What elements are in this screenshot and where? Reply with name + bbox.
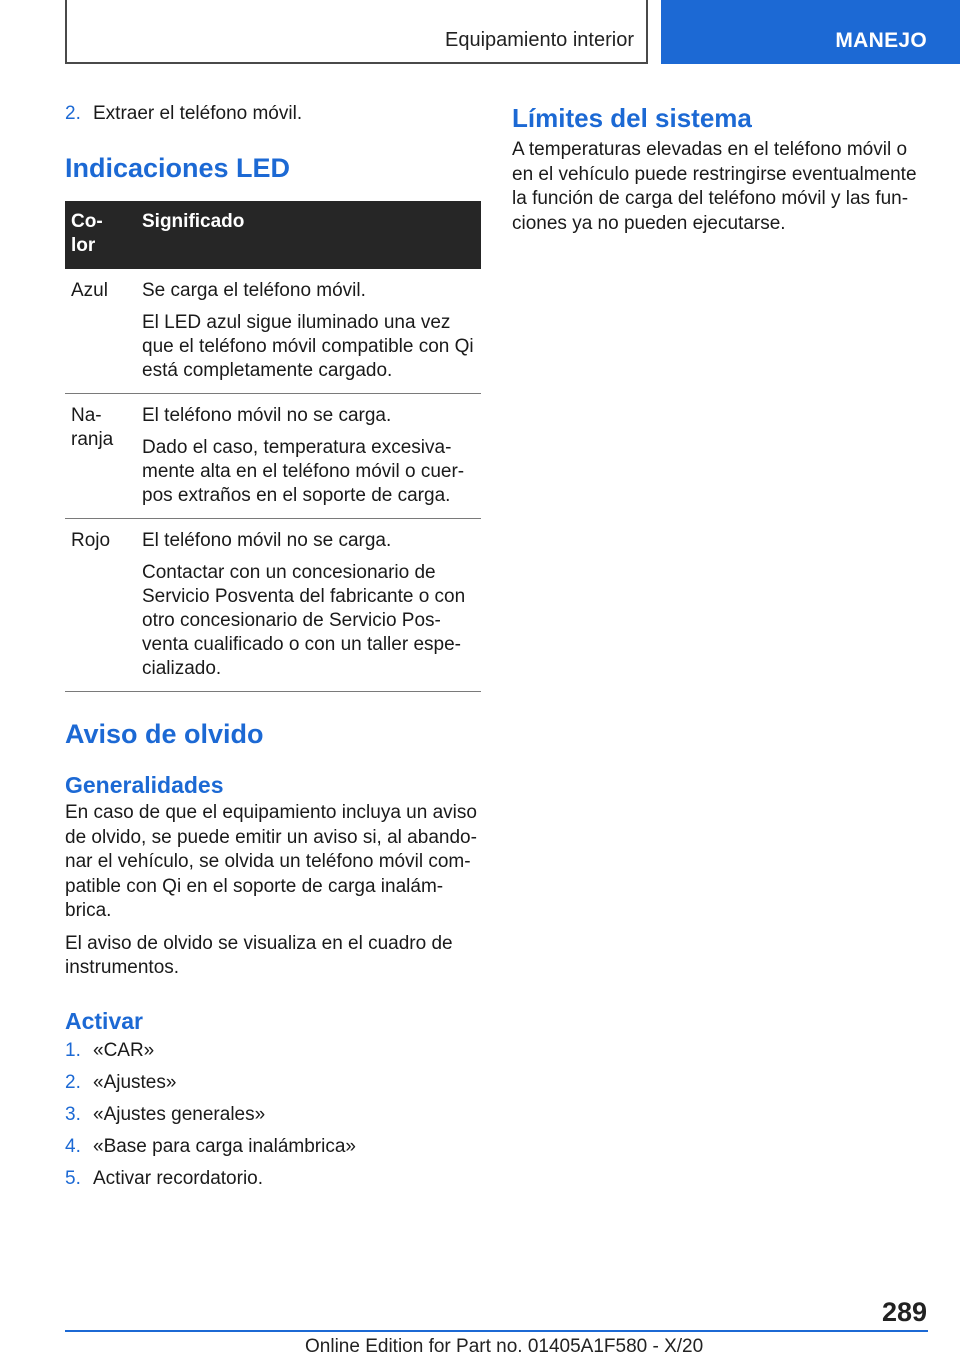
led-meaning-cell bbox=[136, 519, 481, 692]
reminder-heading: Aviso de olvido bbox=[65, 719, 264, 749]
step-text: Extraer el teléfono móvil. bbox=[93, 103, 303, 124]
header-chapter-tab bbox=[661, 0, 960, 64]
led-indicators-heading: Indicaciones LED bbox=[65, 153, 291, 183]
step-number: 4. bbox=[65, 1135, 81, 1157]
system-limits-heading: Límites del sistema bbox=[512, 103, 752, 133]
list-item bbox=[65, 1167, 481, 1191]
led-meaning-cell bbox=[136, 394, 481, 519]
led-meaning-cell bbox=[136, 269, 481, 394]
led-color-cell: Na- ranja bbox=[65, 394, 136, 519]
step-number: 3. bbox=[65, 1103, 81, 1125]
table-row bbox=[65, 269, 481, 394]
header-chapter-label: MANEJO bbox=[835, 29, 927, 52]
general-heading: Generalidades bbox=[65, 772, 224, 798]
meaning-line: El teléfono móvil no se carga. bbox=[142, 405, 392, 426]
step-text: «Ajustes» bbox=[93, 1071, 177, 1093]
led-color-cell: Rojo bbox=[65, 519, 136, 692]
page-number: 289 bbox=[881, 1297, 927, 1327]
general-paragraph-1: En caso de que el equipamiento incluya un aviso de olvido, se puede emitir un aviso si, al abando-nar el vehículo, se olvida un teléfono móvil com-patible con Qi en el soporte de carga inalám-brica. bbox=[65, 802, 477, 921]
meaning-line: Contactar con un concesionario de Servicio Posventa del fabricante o con otro concesionario de Servicio Pos-venta cualificado o con un taller espe-cializado. bbox=[142, 562, 466, 679]
system-limits-paragraph: A temperaturas elevadas en el teléfono móvil o en el vehículo puede restringirse eventualmente la función de carga del teléfono móvil y las fun-ciones ya no pueden ejecutarse. bbox=[512, 139, 917, 234]
step-number: 2. bbox=[65, 103, 81, 124]
list-item bbox=[65, 1103, 481, 1127]
led-table bbox=[65, 201, 481, 692]
table-row bbox=[65, 394, 481, 519]
led-table-header-row bbox=[65, 201, 481, 269]
step-text: «CAR» bbox=[93, 1039, 155, 1061]
led-table-header-color: Co- lor bbox=[65, 201, 136, 269]
footer-edition: Online Edition for Part no. 01405A1F580 - X/20 bbox=[305, 1336, 704, 1357]
step-number: 5. bbox=[65, 1167, 81, 1189]
right-column bbox=[512, 102, 928, 236]
header-section-tab bbox=[65, 0, 648, 64]
meaning-line: Se carga el teléfono móvil. bbox=[142, 280, 366, 301]
step-text: «Ajustes generales» bbox=[93, 1103, 266, 1125]
step-number: 1. bbox=[65, 1039, 81, 1061]
led-color-cell: Azul bbox=[65, 269, 136, 394]
step-text: Activar recordatorio. bbox=[93, 1167, 264, 1189]
general-paragraph-2: El aviso de olvido se visualiza en el cuadro de instrumentos. bbox=[65, 932, 453, 978]
step-prev bbox=[65, 102, 481, 126]
meaning-line: Dado el caso, temperatura excesiva-mente alta en el teléfono móvil o cuer-pos extraños en el soporte de carga. bbox=[142, 437, 465, 506]
activate-heading: Activar bbox=[65, 1007, 143, 1034]
footer-rule bbox=[65, 1330, 928, 1332]
left-column bbox=[65, 102, 481, 1199]
header-section-label: Equipamiento interior bbox=[445, 29, 634, 51]
step-number: 2. bbox=[65, 1071, 81, 1093]
table-row bbox=[65, 519, 481, 692]
list-item bbox=[65, 1039, 481, 1063]
meaning-line: El teléfono móvil no se carga. bbox=[142, 530, 392, 551]
led-table-header-meaning: Significado bbox=[136, 201, 481, 269]
list-item bbox=[65, 1071, 481, 1095]
list-item bbox=[65, 1135, 481, 1159]
meaning-line: El LED azul sigue iluminado una vez que el teléfono móvil compatible con Qi está completamente cargado. bbox=[142, 312, 474, 381]
step-text: «Base para carga inalámbrica» bbox=[93, 1135, 356, 1157]
